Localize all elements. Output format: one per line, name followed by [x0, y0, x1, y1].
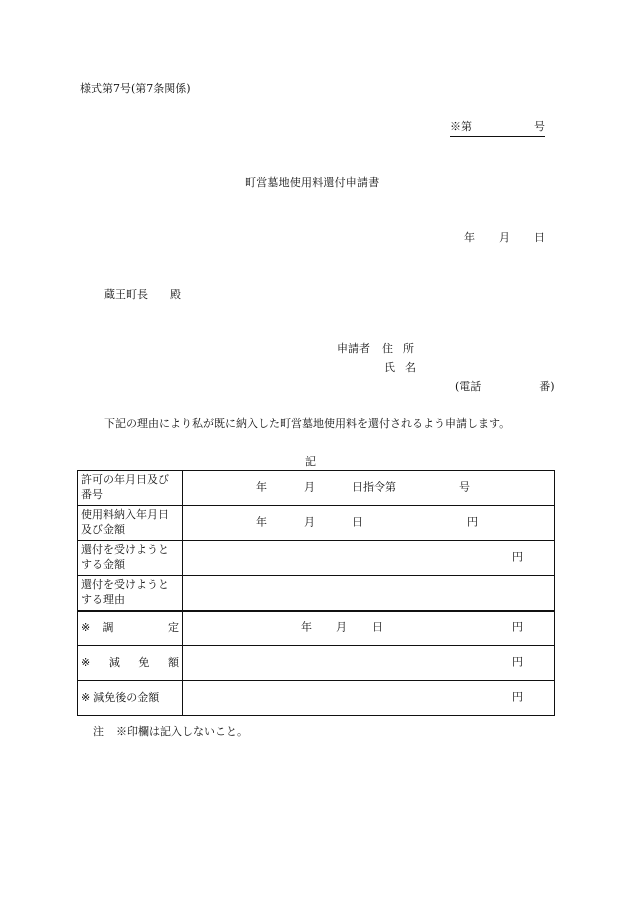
note-text: ※印欄は記入しないこと。: [116, 725, 248, 738]
table-row: [78, 541, 555, 576]
phone-open: (電話: [455, 380, 482, 393]
row7-label: 減免後の金額: [93, 690, 160, 704]
row5-mark: ※: [81, 620, 91, 634]
application-statement: 下記の理由により私が既に納入した町営墓地使用料を還付されるよう申請します。: [104, 417, 511, 430]
serial-number-line: [450, 120, 545, 137]
table-row: [78, 471, 555, 506]
ki-heading: 記: [305, 455, 316, 468]
table-row: [78, 681, 555, 716]
reduction-cell: [183, 646, 555, 681]
addressee-honorific: 殿: [170, 288, 181, 301]
refund-details-table: [77, 470, 555, 716]
serial-prefix: ※第: [450, 120, 472, 133]
row2-year: 年: [256, 515, 267, 529]
row1-day-order: 日指令第: [352, 480, 396, 494]
row7-mark: ※: [81, 690, 91, 704]
refund-reason-label: 還付を受けようとする理由: [78, 576, 183, 611]
date-day: 日: [534, 231, 545, 244]
row5-label-char-1: 調: [102, 620, 114, 634]
form-number-label: 様式第7号(第7条関係): [80, 82, 191, 95]
table-row: [78, 611, 555, 646]
permit-date-number-cell: [183, 471, 555, 506]
row5-month: 月: [336, 620, 347, 634]
name-label-char-2: 名: [405, 361, 416, 374]
applicant-address-line: [337, 342, 414, 357]
row5-yen: 円: [512, 620, 523, 634]
post-reduction-amount-cell: [183, 681, 555, 716]
payment-date-amount-cell: [183, 506, 555, 541]
address-label-char-1: 住: [382, 342, 393, 355]
name-label-char-1: 氏: [384, 361, 395, 374]
phone-close: 番): [539, 380, 555, 393]
row5-year: 年: [301, 620, 312, 634]
document-title: 町営墓地使用料還付申請書: [245, 176, 380, 189]
assessment-label: [78, 611, 183, 646]
refund-amount-label: 還付を受けようとする金額: [78, 541, 183, 576]
phone-line: [455, 380, 555, 395]
row6-label-char-3: 額: [168, 655, 179, 669]
row6-mark: ※: [81, 655, 91, 669]
row1-month: 月: [304, 480, 315, 494]
assessment-cell: [183, 611, 555, 646]
addressee: [104, 288, 181, 303]
row6-yen: 円: [512, 655, 523, 669]
refund-reason-cell: [183, 576, 555, 611]
refund-amount-cell: [183, 541, 555, 576]
table-row: [78, 646, 555, 681]
row2-yen: 円: [467, 515, 478, 529]
row2-day: 日: [352, 515, 363, 529]
row5-label-char-2: 定: [167, 620, 179, 634]
row1-number: 号: [459, 480, 470, 494]
table-row: [78, 506, 555, 541]
address-label-char-2: 所: [403, 342, 414, 355]
addressee-name: 蔵王町長: [104, 288, 148, 301]
reduction-label: [78, 646, 183, 681]
row6-label-char-2: 免: [138, 655, 150, 669]
post-reduction-amount-label: [78, 681, 183, 716]
permit-date-number-label: 許可の年月日及び番号: [78, 471, 183, 506]
row2-month: 月: [304, 515, 315, 529]
table-row: [78, 576, 555, 611]
row3-yen: 円: [512, 550, 523, 564]
row5-day: 日: [372, 620, 383, 634]
applicant-role: 申請者: [337, 342, 370, 355]
row6-label-char-1: 減: [108, 655, 120, 669]
date-line: [464, 231, 545, 246]
date-month: 月: [499, 231, 510, 244]
applicant-name-line: [384, 361, 416, 376]
note-prefix: 注: [93, 725, 104, 738]
footnote: [93, 725, 248, 740]
serial-suffix: 号: [534, 120, 545, 133]
row1-year: 年: [256, 480, 267, 494]
payment-date-amount-label: 使用料納入年月日及び金額: [78, 506, 183, 541]
date-year: 年: [464, 231, 475, 244]
row7-yen: 円: [512, 690, 523, 704]
